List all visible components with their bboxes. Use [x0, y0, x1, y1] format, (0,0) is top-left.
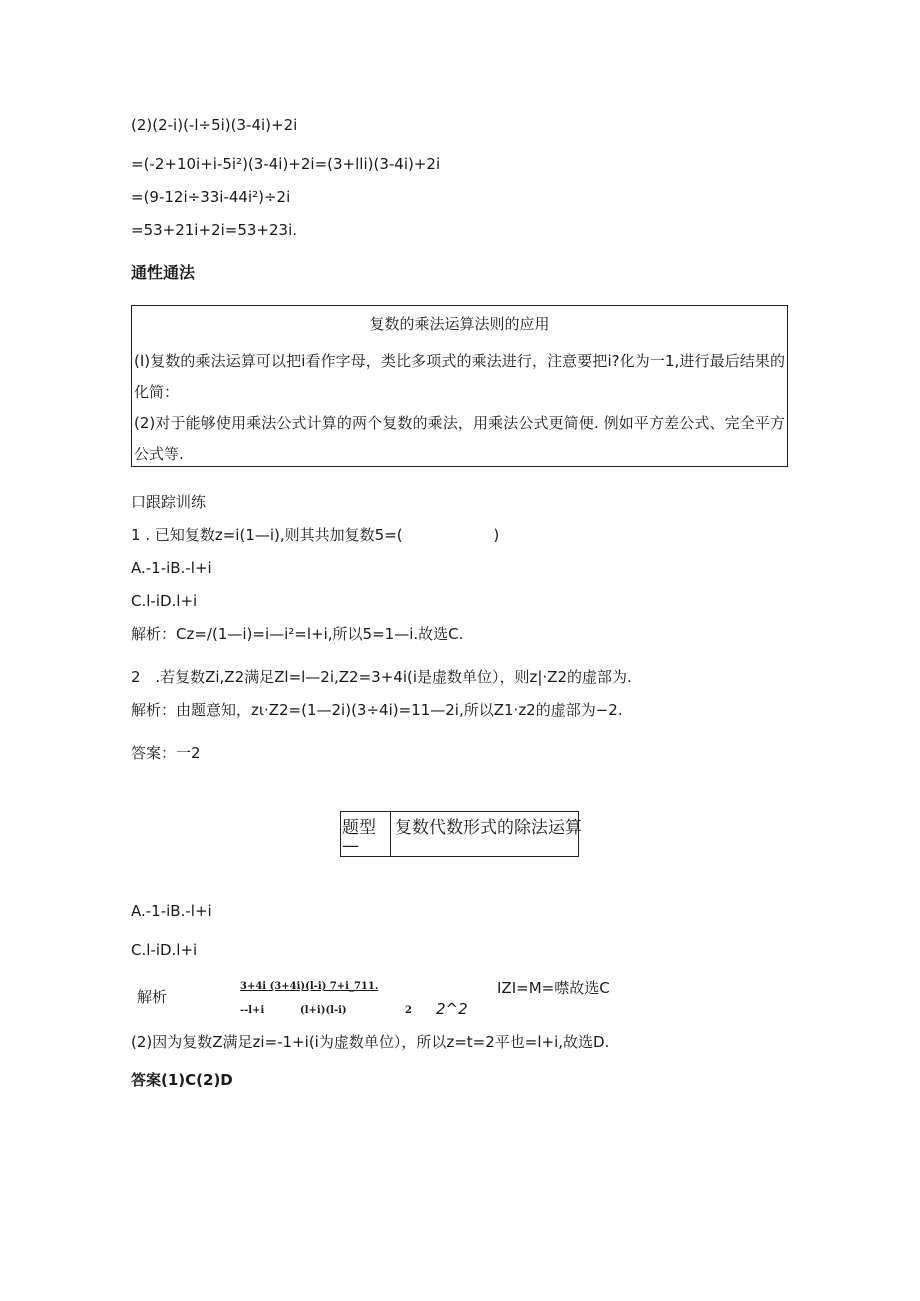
question-1-options-ab: A.-1-iB.-l+i: [131, 559, 212, 577]
question-type-table: [340, 811, 582, 857]
question-1-solution: 解析：Cz=/(1—i)=i—i²=l+i,所以5=1—i.故选C.: [131, 625, 464, 643]
question-1-answer-paren: ): [493, 526, 500, 544]
division-modulus-result: IZI=M=噤故选C: [497, 979, 610, 997]
question-1-text: . 已知复数z=i(1—i),则其共加复数5=(: [145, 526, 403, 544]
question-1-options-cd: C.l-iD.l+i: [131, 592, 198, 610]
division-answer: 答案(1)C(2)D: [131, 1071, 233, 1089]
fraction-denominator-3: 2: [405, 1005, 412, 1016]
division-part-2: (2)因为复数Z满足zi=-1+i(i为虚数单位），所以z=t=2平也=l+i,故选D.: [131, 1033, 610, 1051]
question-2-number: 2: [131, 668, 141, 686]
question-type-label: 题型: [342, 818, 376, 838]
calc-line-1: (2)(2-i)(-l÷5i)(3-4i)+2i: [131, 116, 298, 134]
calc-line-2: =(-2+10i+i-5i²)(3-4i)+2i=(3+lli)(3-4i)+2i: [131, 155, 441, 173]
question-type-label-cell: [341, 812, 391, 856]
division-options-ab: A.-1-iB.-l+i: [131, 902, 212, 920]
fraction-denominator-2: (l+i)(l-i): [300, 1005, 347, 1016]
fraction-power: 2^2: [436, 1000, 468, 1018]
rule-box-title: 复数的乘法运算法则的应用: [369, 315, 550, 333]
division-options-cd: C.l-iD.l+i: [131, 941, 198, 959]
question-2: [131, 667, 632, 687]
rule-box-point-2: (2)对于能够使用乘法公式计算的两个复数的乘法，用乘法公式更简便. 例如平方差公式、完全平方公式等.: [134, 414, 785, 463]
rule-box: [131, 305, 788, 467]
question-type-number: —: [342, 836, 359, 856]
division-solution-label: 解析: [137, 988, 168, 1006]
fraction-numerators: 3+4i (3+4i)(l-i) 7+i_711.: [240, 981, 379, 992]
practice-heading: 口跟踪训练: [131, 493, 207, 511]
question-1: [131, 525, 499, 545]
fraction-denominator-1: --l+i: [240, 1005, 265, 1016]
question-2-answer: 答案：一2: [131, 744, 201, 762]
question-2-text: .若复数Zi,Z2满足Zl=l—2i,Z2=3+4i(i是虚数单位），则z|·Z2的虚部为.: [155, 668, 632, 686]
general-method-heading: 通性通法: [131, 263, 196, 282]
calc-line-3: =(9-12i÷33i-44i²)÷2i: [131, 188, 291, 206]
question-1-number: 1: [131, 526, 141, 544]
rule-box-point-1: (I)复数的乘法运算可以把i看作字母，类比多项式的乘法进行，注意要把i?化为一1,进行最后结果的化简：: [134, 352, 785, 401]
calc-line-4: =53+21i+2i=53+23i.: [131, 221, 298, 239]
rule-box-body: [132, 346, 787, 470]
question-2-solution: 解析：由题意知，zι·Z2=(1—2i)(3÷4i)=11—2i,所以Z1·z2的虚部为−2.: [131, 701, 623, 719]
question-type-title: 复数代数形式的除法运算: [395, 818, 582, 838]
